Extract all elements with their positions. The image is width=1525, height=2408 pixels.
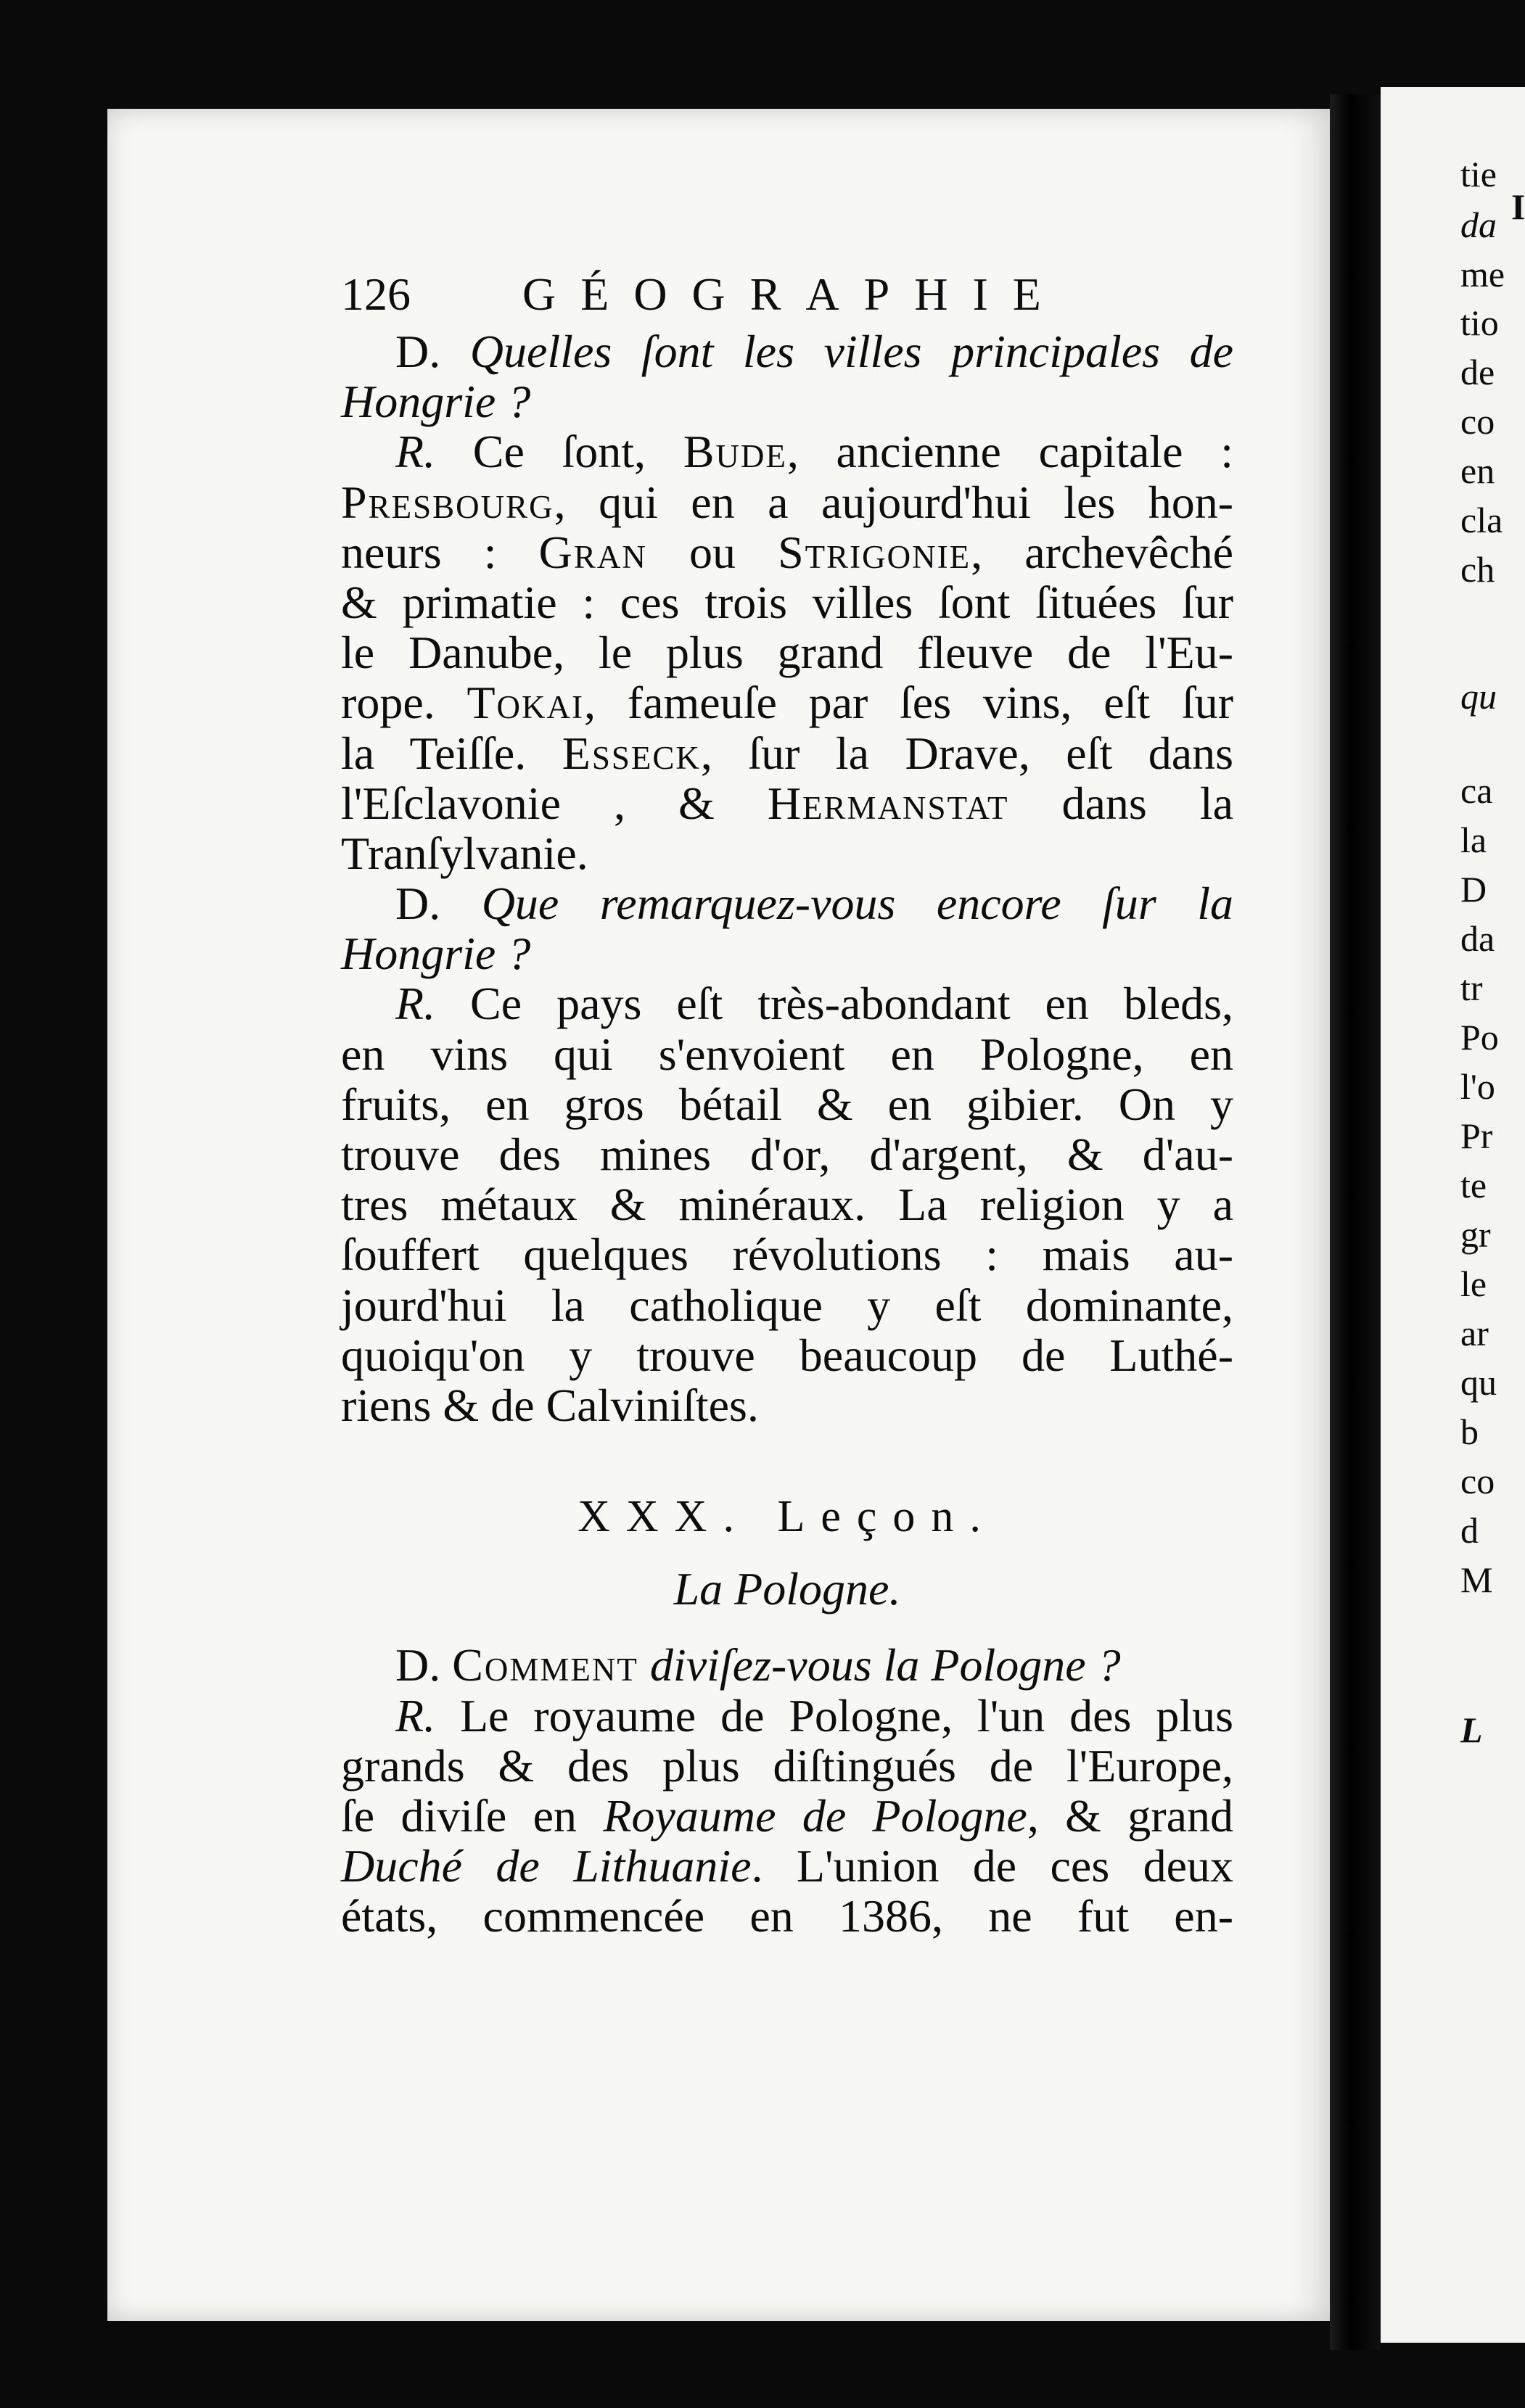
facing-fragment: I: [1511, 186, 1525, 227]
facing-fragment: la: [1460, 820, 1487, 860]
answer-text: , ſur la Drave, eſt dans: [700, 727, 1234, 779]
answer-text: , & grand: [1027, 1789, 1234, 1842]
lesson-subtitle: La Pologne.: [673, 1563, 901, 1615]
answer-line: trouve des mines d'or, d'argent, & d'au-: [341, 1129, 1233, 1180]
facing-fragment: te: [1460, 1165, 1487, 1205]
facing-fragment: tr: [1460, 968, 1483, 1008]
answer-line: jourd'hui la catholique y eſt dominante,: [341, 1279, 1233, 1331]
answer-line: [341, 728, 1233, 778]
facing-fragment: b: [1460, 1411, 1479, 1452]
answer-text: neurs :: [341, 526, 497, 578]
answer-label: R.: [395, 1689, 436, 1741]
facing-fragment: qu: [1460, 676, 1497, 717]
question-line: Hongrie ?: [341, 928, 531, 980]
answer-text: , archevêché: [971, 526, 1233, 578]
answer-line: le Danube, le plus grand fleuve de l'Eu-: [341, 627, 1233, 679]
lesson-heading: XXX. Leçon.: [577, 1492, 997, 1542]
answer-text: l'Eſclavonie , &: [341, 777, 715, 829]
answer-line: fruits, en gros bétail & en gibier. On y: [341, 1078, 1233, 1130]
facing-fragment: Pr: [1460, 1116, 1493, 1156]
facing-fragment: tie: [1460, 154, 1497, 194]
facing-fragment: qu: [1460, 1362, 1497, 1403]
place-name: Royaume de Pologne: [603, 1789, 1027, 1842]
facing-fragment: l'o: [1460, 1066, 1495, 1107]
answer-line: [341, 1691, 1233, 1741]
running-title: GÉOGRAPHIE: [522, 268, 1066, 320]
page-number: 126: [341, 268, 411, 320]
answer-line: ſouffert quelques révolutions : mais au-: [341, 1229, 1233, 1281]
answer-line: riens & de Calviniſtes.: [341, 1379, 759, 1431]
facing-fragment: co: [1460, 401, 1495, 442]
facing-fragment: de: [1460, 352, 1495, 392]
place-name: Hermanstat: [767, 777, 1009, 829]
answer-text: , fameuſe par ſes vins, eſt ſur: [584, 677, 1234, 729]
facing-fragment: en: [1460, 450, 1495, 491]
question-line: [341, 1640, 1233, 1690]
facing-fragment: gr: [1460, 1214, 1491, 1255]
answer-line: [341, 1841, 1233, 1891]
place-name: Strigonie: [778, 526, 971, 578]
facing-fragment: ca: [1460, 770, 1493, 811]
facing-fragment: da: [1460, 205, 1497, 245]
answer-line: [341, 677, 1233, 727]
facing-page: [1381, 87, 1525, 2343]
answer-text: Ce pays eſt très-abondant en bleds,: [470, 978, 1233, 1030]
place-name: Esseck: [562, 727, 701, 779]
facing-fragment: D: [1460, 869, 1487, 910]
spacer: [341, 1430, 1233, 1480]
answer-line: [341, 477, 1233, 527]
spacer: [341, 1625, 1233, 1640]
answer-line: grands & des plus diſtingués de l'Europe,: [341, 1739, 1233, 1791]
facing-fragment: le: [1460, 1263, 1487, 1304]
facing-fragment: da: [1460, 918, 1495, 959]
question-text: Que remarquez-vous encore ſur la: [481, 878, 1234, 930]
question-label: D.: [395, 878, 441, 930]
question-line: [341, 326, 1233, 376]
answer-text: ſe diviſe en: [341, 1789, 577, 1842]
page-text: [341, 326, 1233, 1941]
place-name: Gran: [538, 526, 647, 578]
place-name: Duché de Lithuanie: [341, 1840, 752, 1892]
answer-line: [341, 978, 1233, 1028]
place-name: Tokai: [466, 677, 585, 729]
answer-text: rope.: [341, 677, 435, 729]
facing-fragment: d: [1460, 1510, 1479, 1551]
answer-line: Tranſylvanie.: [341, 827, 588, 879]
answer-text: . L'union de ces deux: [751, 1840, 1234, 1892]
answer-label: R.: [395, 978, 436, 1030]
answer-text: , ancienne capitale :: [786, 426, 1234, 478]
answer-line: & primatie : ces trois villes ſont ſituées ſur: [341, 576, 1233, 628]
question-text: diviſez-vous la Pologne ?: [649, 1639, 1121, 1691]
question-line: [341, 878, 1233, 928]
answer-label: R.: [395, 426, 436, 478]
answer-text: dans la: [1061, 777, 1234, 829]
running-header: [341, 265, 1066, 323]
facing-fragment: M: [1460, 1559, 1493, 1600]
answer-line: quoiqu'on y trouve beaucoup de Luthé-: [341, 1329, 1233, 1381]
facing-fragment: tio: [1460, 302, 1499, 343]
answer-text: la Teiſſe.: [341, 727, 527, 779]
answer-line: [341, 778, 1233, 828]
facing-fragment: co: [1460, 1461, 1495, 1501]
answer-line: en vins qui s'envoient en Pologne, en: [341, 1028, 1233, 1080]
question-text: Quelles ſont les villes principales de: [469, 326, 1233, 377]
answer-line: états, commencée en 1386, ne fut en-: [341, 1890, 1233, 1942]
place-name: Presbourg: [341, 476, 554, 528]
facing-fragment: cla: [1460, 500, 1503, 540]
facing-fragment: L: [1460, 1710, 1483, 1750]
answer-line: [341, 1791, 1233, 1841]
answer-line: tres métaux & minéraux. La religion y a: [341, 1179, 1233, 1231]
answer-text: , qui en a aujourd'hui les hon-: [554, 476, 1233, 528]
book-gutter: [1330, 94, 1381, 2350]
facing-fragment: ch: [1460, 549, 1495, 590]
place-name: Bude: [683, 426, 787, 478]
question-label: D.: [395, 326, 441, 377]
answer-text: Le royaume de Pologne, l'un des plus: [459, 1689, 1234, 1741]
answer-line: [341, 527, 1233, 577]
question-text: Comment: [452, 1639, 638, 1691]
question-line: Hongrie ?: [341, 376, 531, 428]
answer-text: ou: [688, 526, 736, 578]
answer-text: Ce ſont,: [472, 426, 646, 478]
answer-line: [341, 426, 1233, 477]
facing-fragment: me: [1460, 254, 1505, 294]
facing-fragment: ar: [1460, 1313, 1489, 1353]
question-label: D.: [395, 1639, 441, 1691]
facing-fragment: Po: [1460, 1017, 1499, 1057]
